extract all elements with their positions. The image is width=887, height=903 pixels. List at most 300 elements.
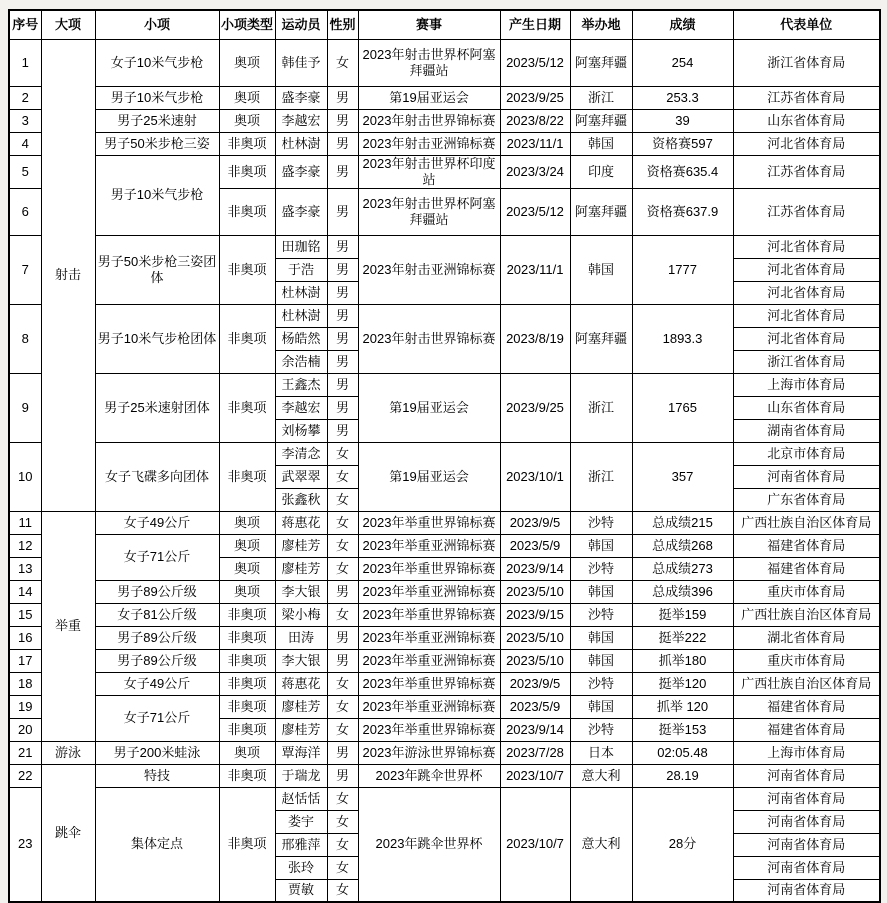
col-header-venue: 举办地 — [570, 10, 632, 39]
cell-item-type: 非奥项 — [219, 764, 275, 787]
cell-date: 2023/9/15 — [500, 603, 570, 626]
cell-unit: 重庆市体育局 — [733, 580, 880, 603]
cell-date: 2023/7/28 — [500, 741, 570, 764]
cell-serial: 19 — [9, 695, 41, 718]
cell-date: 2023/11/1 — [500, 132, 570, 155]
table-row — [9, 132, 880, 155]
table-row — [9, 304, 880, 327]
cell-unit: 广东省体育局 — [733, 488, 880, 511]
cell-competition: 2023年射击亚洲锦标赛 — [358, 235, 500, 304]
cell-item-type: 奥项 — [219, 511, 275, 534]
cell-unit: 福建省体育局 — [733, 718, 880, 741]
cell-athlete: 赵恬恬 — [275, 787, 327, 810]
cell-gender: 女 — [327, 856, 358, 879]
col-header-item-type: 小项类型 — [219, 10, 275, 39]
cell-event-item: 男子89公斤级 — [95, 649, 219, 672]
cell-event-item: 男子50米步枪三姿 — [95, 132, 219, 155]
cell-venue: 浙江 — [570, 442, 632, 511]
cell-serial: 6 — [9, 188, 41, 235]
cell-gender: 女 — [327, 488, 358, 511]
cell-date: 2023/9/25 — [500, 373, 570, 442]
col-header-unit: 代表单位 — [733, 10, 880, 39]
cell-serial: 15 — [9, 603, 41, 626]
cell-competition: 2023年举重亚洲锦标赛 — [358, 695, 500, 718]
cell-athlete: 杜林澍 — [275, 281, 327, 304]
cell-gender: 女 — [327, 718, 358, 741]
table-row — [9, 155, 880, 188]
cell-result: 抓举180 — [632, 649, 733, 672]
cell-competition: 2023年射击世界锦标赛 — [358, 304, 500, 373]
cell-serial: 17 — [9, 649, 41, 672]
cell-sport: 射击 — [41, 39, 95, 511]
cell-unit: 河南省体育局 — [733, 465, 880, 488]
cell-venue: 韩国 — [570, 580, 632, 603]
cell-item-type: 非奥项 — [219, 155, 275, 188]
cell-gender: 男 — [327, 741, 358, 764]
cell-serial: 8 — [9, 304, 41, 373]
cell-athlete: 杨皓然 — [275, 327, 327, 350]
cell-unit: 江苏省体育局 — [733, 86, 880, 109]
cell-athlete: 李大银 — [275, 649, 327, 672]
cell-serial: 1 — [9, 39, 41, 86]
cell-gender: 男 — [327, 132, 358, 155]
cell-serial: 10 — [9, 442, 41, 511]
cell-venue: 韩国 — [570, 534, 632, 557]
cell-result: 总成绩215 — [632, 511, 733, 534]
cell-unit: 河南省体育局 — [733, 833, 880, 856]
cell-unit: 河北省体育局 — [733, 235, 880, 258]
cell-result: 28分 — [632, 787, 733, 902]
cell-gender: 女 — [327, 672, 358, 695]
cell-item-type: 奥项 — [219, 109, 275, 132]
cell-result: 02:05.48 — [632, 741, 733, 764]
cell-venue: 阿塞拜疆 — [570, 109, 632, 132]
cell-gender: 男 — [327, 281, 358, 304]
cell-gender: 男 — [327, 235, 358, 258]
cell-athlete: 杜林澍 — [275, 304, 327, 327]
cell-athlete: 王鑫杰 — [275, 373, 327, 396]
cell-venue: 沙特 — [570, 603, 632, 626]
cell-athlete: 娄宇 — [275, 810, 327, 833]
cell-item-type: 非奥项 — [219, 373, 275, 442]
cell-competition: 第19届亚运会 — [358, 442, 500, 511]
cell-gender: 男 — [327, 396, 358, 419]
cell-athlete: 盛李豪 — [275, 86, 327, 109]
cell-date: 2023/5/9 — [500, 534, 570, 557]
table-row — [9, 442, 880, 465]
cell-event-item: 女子71公斤 — [95, 695, 219, 741]
cell-serial: 16 — [9, 626, 41, 649]
cell-gender: 男 — [327, 327, 358, 350]
cell-event-item: 女子71公斤 — [95, 534, 219, 580]
cell-gender: 男 — [327, 419, 358, 442]
cell-event-item: 男子10米气步枪团体 — [95, 304, 219, 373]
cell-venue: 韩国 — [570, 649, 632, 672]
table-header — [9, 10, 880, 39]
cell-item-type: 奥项 — [219, 39, 275, 86]
cell-athlete: 于浩 — [275, 258, 327, 281]
cell-athlete: 张玲 — [275, 856, 327, 879]
cell-result: 357 — [632, 442, 733, 511]
cell-athlete: 李越宏 — [275, 396, 327, 419]
cell-event-item: 男子25米速射团体 — [95, 373, 219, 442]
cell-athlete: 李清念 — [275, 442, 327, 465]
col-header-event-item: 小项 — [95, 10, 219, 39]
cell-athlete: 盛李豪 — [275, 155, 327, 188]
cell-venue: 韩国 — [570, 695, 632, 718]
cell-date: 2023/5/10 — [500, 626, 570, 649]
cell-athlete: 韩佳予 — [275, 39, 327, 86]
col-header-result: 成绩 — [632, 10, 733, 39]
table-row — [9, 86, 880, 109]
cell-gender: 男 — [327, 373, 358, 396]
cell-venue: 阿塞拜疆 — [570, 39, 632, 86]
cell-competition: 2023年举重世界锦标赛 — [358, 557, 500, 580]
cell-venue: 沙特 — [570, 672, 632, 695]
cell-athlete: 蒋惠花 — [275, 672, 327, 695]
table-row — [9, 764, 880, 787]
cell-result: 254 — [632, 39, 733, 86]
cell-serial: 14 — [9, 580, 41, 603]
cell-gender: 女 — [327, 511, 358, 534]
cell-venue: 意大利 — [570, 764, 632, 787]
cell-competition: 2023年射击世界锦标赛 — [358, 109, 500, 132]
cell-date: 2023/10/1 — [500, 442, 570, 511]
cell-gender: 女 — [327, 557, 358, 580]
cell-gender: 女 — [327, 534, 358, 557]
col-header-athlete: 运动员 — [275, 10, 327, 39]
cell-item-type: 非奥项 — [219, 442, 275, 511]
cell-competition: 2023年举重亚洲锦标赛 — [358, 534, 500, 557]
cell-result: 资格赛635.4 — [632, 155, 733, 188]
cell-date: 2023/9/25 — [500, 86, 570, 109]
cell-unit: 江苏省体育局 — [733, 155, 880, 188]
cell-athlete: 廖桂芳 — [275, 718, 327, 741]
cell-serial: 7 — [9, 235, 41, 304]
cell-gender: 男 — [327, 626, 358, 649]
cell-item-type: 非奥项 — [219, 787, 275, 902]
cell-gender: 女 — [327, 465, 358, 488]
cell-athlete: 梁小梅 — [275, 603, 327, 626]
cell-venue: 沙特 — [570, 557, 632, 580]
cell-unit: 河北省体育局 — [733, 258, 880, 281]
cell-result: 1765 — [632, 373, 733, 442]
cell-competition: 第19届亚运会 — [358, 373, 500, 442]
cell-sport: 举重 — [41, 511, 95, 741]
cell-item-type: 非奥项 — [219, 235, 275, 304]
cell-serial: 23 — [9, 787, 41, 902]
cell-athlete: 贾敏 — [275, 879, 327, 902]
cell-competition: 2023年举重世界锦标赛 — [358, 672, 500, 695]
cell-item-type: 非奥项 — [219, 649, 275, 672]
cell-event-item: 女子81公斤级 — [95, 603, 219, 626]
cell-gender: 男 — [327, 350, 358, 373]
table-row — [9, 649, 880, 672]
cell-athlete: 廖桂芳 — [275, 534, 327, 557]
cell-venue: 韩国 — [570, 235, 632, 304]
cell-event-item: 女子10米气步枪 — [95, 39, 219, 86]
cell-unit: 江苏省体育局 — [733, 188, 880, 235]
cell-item-type: 奥项 — [219, 86, 275, 109]
cell-competition: 2023年举重世界锦标赛 — [358, 603, 500, 626]
cell-competition: 2023年举重世界锦标赛 — [358, 511, 500, 534]
cell-serial: 20 — [9, 718, 41, 741]
cell-athlete: 廖桂芳 — [275, 557, 327, 580]
cell-venue: 浙江 — [570, 86, 632, 109]
cell-serial: 13 — [9, 557, 41, 580]
cell-event-item: 男子10米气步枪 — [95, 155, 219, 235]
cell-date: 2023/5/12 — [500, 39, 570, 86]
cell-result: 总成绩268 — [632, 534, 733, 557]
cell-athlete: 盛李豪 — [275, 188, 327, 235]
cell-result: 39 — [632, 109, 733, 132]
cell-gender: 男 — [327, 86, 358, 109]
cell-gender: 女 — [327, 787, 358, 810]
cell-result: 253.3 — [632, 86, 733, 109]
col-header-serial: 序号 — [9, 10, 41, 39]
cell-unit: 重庆市体育局 — [733, 649, 880, 672]
cell-serial: 4 — [9, 132, 41, 155]
cell-result: 1777 — [632, 235, 733, 304]
cell-unit: 福建省体育局 — [733, 557, 880, 580]
col-header-gender: 性别 — [327, 10, 358, 39]
cell-venue: 韩国 — [570, 132, 632, 155]
cell-date: 2023/9/14 — [500, 718, 570, 741]
cell-event-item: 男子200米蛙泳 — [95, 741, 219, 764]
cell-competition: 2023年举重亚洲锦标赛 — [358, 649, 500, 672]
cell-venue: 浙江 — [570, 373, 632, 442]
cell-result: 挺举153 — [632, 718, 733, 741]
cell-result: 总成绩273 — [632, 557, 733, 580]
cell-item-type: 非奥项 — [219, 626, 275, 649]
cell-item-type: 非奥项 — [219, 304, 275, 373]
cell-competition: 2023年举重世界锦标赛 — [358, 718, 500, 741]
cell-athlete: 余浩楠 — [275, 350, 327, 373]
cell-result: 28.19 — [632, 764, 733, 787]
cell-unit: 河南省体育局 — [733, 764, 880, 787]
cell-date: 2023/9/14 — [500, 557, 570, 580]
cell-event-item: 男子10米气步枪 — [95, 86, 219, 109]
cell-competition: 2023年射击亚洲锦标赛 — [358, 132, 500, 155]
table-row — [9, 580, 880, 603]
cell-unit: 河北省体育局 — [733, 327, 880, 350]
cell-unit: 河南省体育局 — [733, 879, 880, 902]
cell-athlete: 覃海洋 — [275, 741, 327, 764]
cell-competition: 2023年举重亚洲锦标赛 — [358, 626, 500, 649]
cell-gender: 男 — [327, 155, 358, 188]
cell-athlete: 张鑫秋 — [275, 488, 327, 511]
cell-venue: 韩国 — [570, 626, 632, 649]
cell-unit: 河南省体育局 — [733, 856, 880, 879]
cell-event-item: 男子89公斤级 — [95, 626, 219, 649]
cell-unit: 河南省体育局 — [733, 787, 880, 810]
cell-athlete: 廖桂芳 — [275, 695, 327, 718]
cell-event-item: 特技 — [95, 764, 219, 787]
cell-gender: 男 — [327, 304, 358, 327]
cell-date: 2023/10/7 — [500, 787, 570, 902]
cell-date: 2023/8/19 — [500, 304, 570, 373]
table-row — [9, 695, 880, 718]
cell-result: 挺举120 — [632, 672, 733, 695]
cell-date: 2023/5/10 — [500, 649, 570, 672]
cell-item-type: 非奥项 — [219, 695, 275, 718]
cell-unit: 湖南省体育局 — [733, 419, 880, 442]
cell-item-type: 奥项 — [219, 534, 275, 557]
cell-serial: 2 — [9, 86, 41, 109]
cell-serial: 3 — [9, 109, 41, 132]
cell-item-type: 奥项 — [219, 557, 275, 580]
cell-sport: 跳伞 — [41, 764, 95, 902]
cell-competition: 2023年射击世界杯印度站 — [358, 155, 500, 188]
cell-sport: 游泳 — [41, 741, 95, 764]
cell-date: 2023/10/7 — [500, 764, 570, 787]
cell-serial: 12 — [9, 534, 41, 557]
col-header-date: 产生日期 — [500, 10, 570, 39]
cell-event-item: 男子50米步枪三姿团体 — [95, 235, 219, 304]
table-row — [9, 235, 880, 258]
cell-date: 2023/5/12 — [500, 188, 570, 235]
cell-serial: 21 — [9, 741, 41, 764]
cell-date: 2023/9/5 — [500, 511, 570, 534]
cell-unit: 河北省体育局 — [733, 281, 880, 304]
cell-result: 总成绩396 — [632, 580, 733, 603]
cell-result: 挺举159 — [632, 603, 733, 626]
cell-athlete: 邢雅萍 — [275, 833, 327, 856]
cell-result: 抓举 120 — [632, 695, 733, 718]
cell-item-type: 奥项 — [219, 580, 275, 603]
cell-item-type: 非奥项 — [219, 718, 275, 741]
cell-unit: 湖北省体育局 — [733, 626, 880, 649]
results-table — [8, 9, 881, 903]
cell-unit: 北京市体育局 — [733, 442, 880, 465]
cell-item-type: 非奥项 — [219, 672, 275, 695]
cell-date: 2023/8/22 — [500, 109, 570, 132]
table-row — [9, 109, 880, 132]
cell-unit: 山东省体育局 — [733, 396, 880, 419]
cell-unit: 广西壮族自治区体育局 — [733, 511, 880, 534]
cell-serial: 11 — [9, 511, 41, 534]
cell-gender: 男 — [327, 580, 358, 603]
cell-unit: 广西壮族自治区体育局 — [733, 672, 880, 695]
cell-unit: 河南省体育局 — [733, 810, 880, 833]
cell-unit: 河北省体育局 — [733, 132, 880, 155]
col-header-sport: 大项 — [41, 10, 95, 39]
cell-venue: 印度 — [570, 155, 632, 188]
cell-competition: 2023年跳伞世界杯 — [358, 764, 500, 787]
cell-unit: 福建省体育局 — [733, 695, 880, 718]
cell-athlete: 蒋惠花 — [275, 511, 327, 534]
cell-gender: 女 — [327, 833, 358, 856]
cell-unit: 广西壮族自治区体育局 — [733, 603, 880, 626]
table-row — [9, 39, 880, 86]
cell-unit: 上海市体育局 — [733, 373, 880, 396]
cell-event-item: 女子49公斤 — [95, 511, 219, 534]
cell-athlete: 杜林澍 — [275, 132, 327, 155]
cell-gender: 男 — [327, 188, 358, 235]
cell-date: 2023/11/1 — [500, 235, 570, 304]
cell-gender: 女 — [327, 603, 358, 626]
cell-gender: 男 — [327, 649, 358, 672]
cell-event-item: 女子49公斤 — [95, 672, 219, 695]
cell-venue: 阿塞拜疆 — [570, 304, 632, 373]
cell-unit: 河北省体育局 — [733, 304, 880, 327]
cell-competition: 2023年举重亚洲锦标赛 — [358, 580, 500, 603]
cell-event-item: 集体定点 — [95, 787, 219, 902]
cell-athlete: 田珈铭 — [275, 235, 327, 258]
cell-venue: 日本 — [570, 741, 632, 764]
cell-serial: 9 — [9, 373, 41, 442]
cell-venue: 沙特 — [570, 511, 632, 534]
cell-date: 2023/3/24 — [500, 155, 570, 188]
cell-venue: 沙特 — [570, 718, 632, 741]
table-row — [9, 534, 880, 557]
cell-unit: 浙江省体育局 — [733, 39, 880, 86]
cell-event-item: 女子飞碟多向团体 — [95, 442, 219, 511]
cell-competition: 2023年跳伞世界杯 — [358, 787, 500, 902]
table-row — [9, 787, 880, 810]
cell-gender: 男 — [327, 109, 358, 132]
cell-item-type: 非奥项 — [219, 132, 275, 155]
cell-venue: 阿塞拜疆 — [570, 188, 632, 235]
cell-competition: 2023年游泳世界锦标赛 — [358, 741, 500, 764]
cell-gender: 女 — [327, 810, 358, 833]
table-row — [9, 672, 880, 695]
cell-athlete: 刘杨攀 — [275, 419, 327, 442]
records-tbody — [9, 39, 880, 902]
header-row — [9, 10, 880, 39]
cell-date: 2023/5/10 — [500, 580, 570, 603]
cell-gender: 女 — [327, 39, 358, 86]
cell-gender: 男 — [327, 258, 358, 281]
cell-event-item: 男子89公斤级 — [95, 580, 219, 603]
cell-date: 2023/5/9 — [500, 695, 570, 718]
table-row — [9, 373, 880, 396]
cell-result: 挺举222 — [632, 626, 733, 649]
table-row — [9, 741, 880, 764]
cell-event-item: 男子25米速射 — [95, 109, 219, 132]
table-row — [9, 603, 880, 626]
cell-unit: 福建省体育局 — [733, 534, 880, 557]
cell-competition: 2023年射击世界杯阿塞拜疆站 — [358, 188, 500, 235]
cell-competition: 2023年射击世界杯阿塞拜疆站 — [358, 39, 500, 86]
cell-unit: 山东省体育局 — [733, 109, 880, 132]
cell-competition: 第19届亚运会 — [358, 86, 500, 109]
cell-unit: 上海市体育局 — [733, 741, 880, 764]
cell-gender: 女 — [327, 879, 358, 902]
cell-serial: 5 — [9, 155, 41, 188]
col-header-competition: 赛事 — [358, 10, 500, 39]
cell-gender: 女 — [327, 695, 358, 718]
cell-item-type: 非奥项 — [219, 188, 275, 235]
cell-athlete: 李大银 — [275, 580, 327, 603]
cell-athlete: 李越宏 — [275, 109, 327, 132]
cell-gender: 女 — [327, 442, 358, 465]
cell-serial: 18 — [9, 672, 41, 695]
cell-item-type: 奥项 — [219, 741, 275, 764]
table-row — [9, 511, 880, 534]
cell-result: 1893.3 — [632, 304, 733, 373]
cell-athlete: 于瑞龙 — [275, 764, 327, 787]
cell-athlete: 田涛 — [275, 626, 327, 649]
cell-unit: 浙江省体育局 — [733, 350, 880, 373]
cell-venue: 意大利 — [570, 787, 632, 902]
cell-gender: 男 — [327, 764, 358, 787]
cell-date: 2023/9/5 — [500, 672, 570, 695]
cell-result: 资格赛637.9 — [632, 188, 733, 235]
table-row — [9, 626, 880, 649]
cell-athlete: 武翠翠 — [275, 465, 327, 488]
cell-serial: 22 — [9, 764, 41, 787]
